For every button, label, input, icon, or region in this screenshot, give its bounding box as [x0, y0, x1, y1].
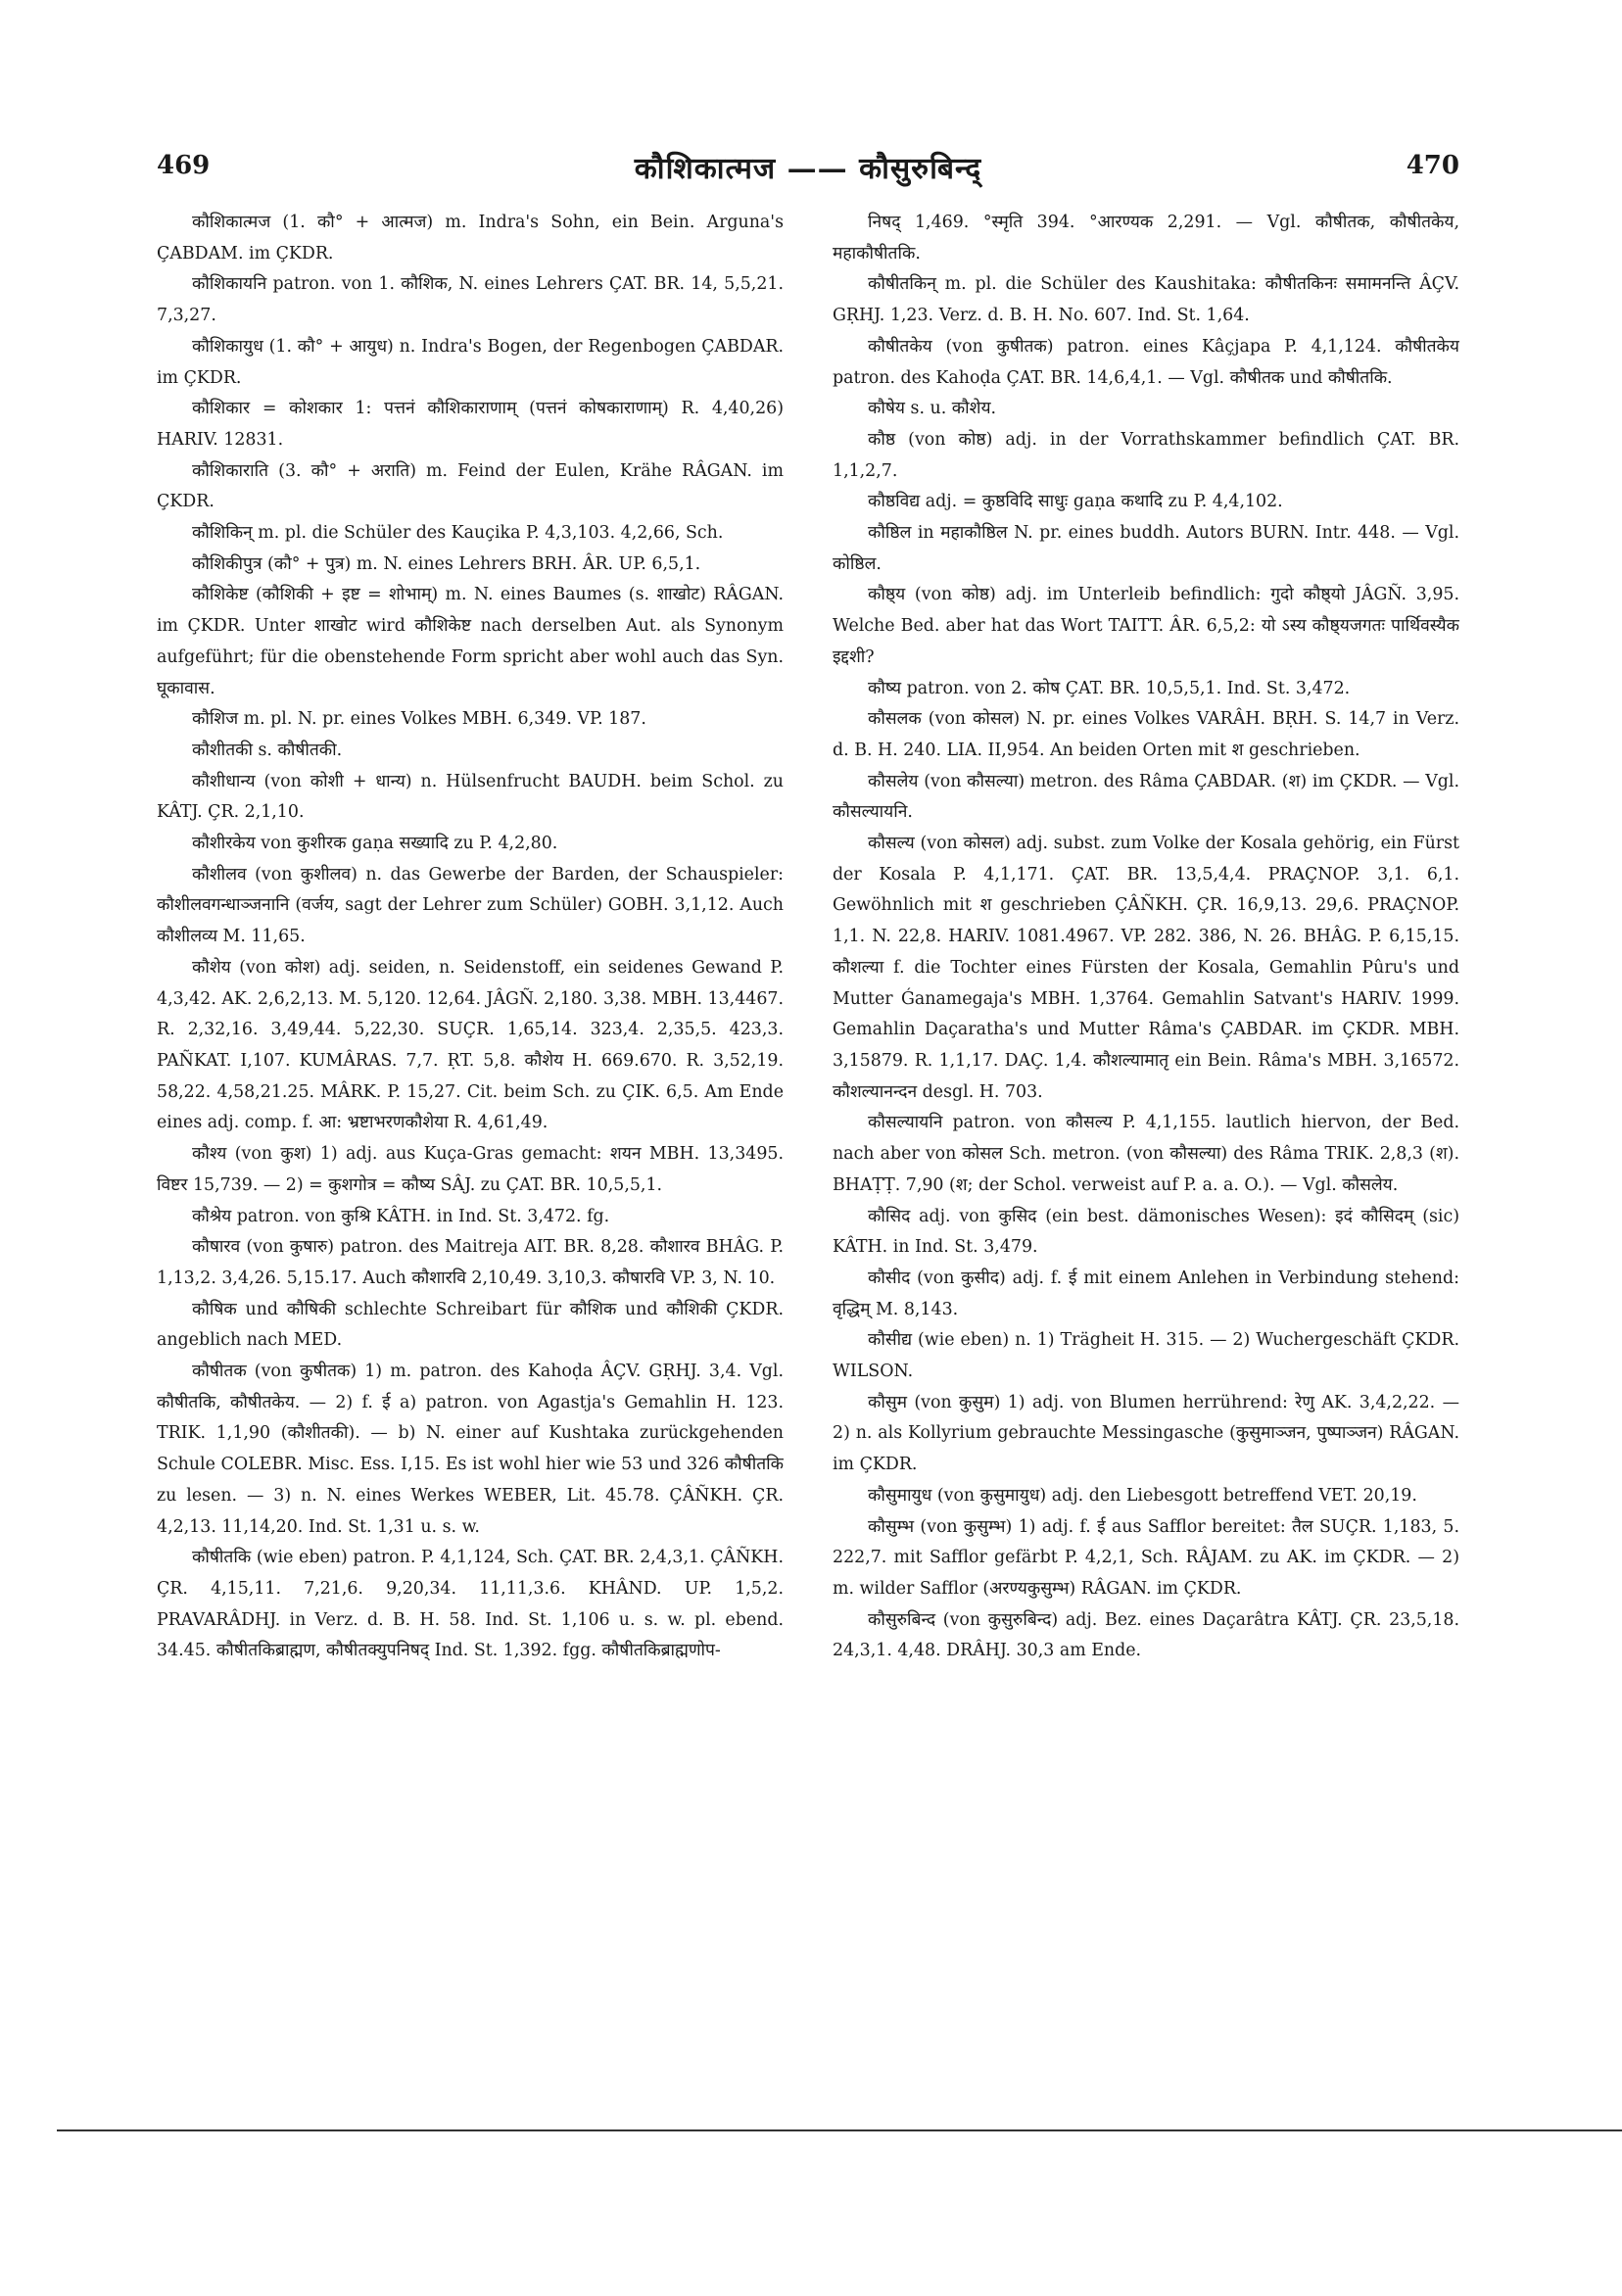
dictionary-entry: निषद् 1,469. °स्मृति 394. °आरण्यक 2,291. — Vgl. कौषीतक, कौषीतकेय, महाकौषीतकि.	[833, 213, 1459, 263]
dictionary-entry: कौशिकात्मज (1. कौ° + आत्मज) m. Indra's Sohn, ein Bein. Arguna's ÇABDAM. im ÇKDR.	[157, 213, 784, 263]
running-head: कौशिकात्मज —— कौसुरुबिन्द्	[634, 152, 982, 186]
dictionary-entry: कौसुम (von कुसुम) 1) adj. von Blumen herrührend: रेणु AK. 3,4,2,22. — 2) n. als Kollyrium gebrauchte Messingasche (कुसुमाञ्जन, पुष्पाञ्जन) RÂGAN. im ÇKDR.	[833, 1392, 1459, 1475]
dictionary-entry: कौसीद्य (wie eben) n. 1) Trägheit H. 315. — 2) Wuchergeschäft ÇKDR. WILSON.	[833, 1330, 1459, 1382]
dictionary-entry: कौशिकीपुत्र (कौ° + पुत्र) m. N. eines Lehrers BRH. ÂR. UP. 6,5,1.	[192, 553, 701, 574]
dictionary-entry: कौशीतकी s. कौषीतकी.	[192, 740, 343, 760]
dictionary-entry: कौश्य (von कुश) 1) adj. aus Kuça-Gras gemacht: शयन MBH. 13,3495. विष्टर 15,739. — 2) = कुशगोत्र = कौष्य SÂJ. zu ÇAT. BR. 10,5,5,1.	[157, 1144, 784, 1195]
dictionary-entry: कौषीतक (von कुषीतक) 1) m. patron. des Kahoḍa ÂÇV. GṚHJ. 3,4. Vgl. कौषीतकि, कौषीतकेय. — 2) f. ई a) patron. von Agastja's Gemahlin H. 123. TRIK. 1,1,90 (कौशीतकी). — b) N. einer auf Kushtaka zurückgehenden Schule COLEBR. Misc. Ess. I,15. Es ist wohl hier wie 53 und 326 कौषीतकि zu lesen. — 3) n. N. eines Werkes WEBER, Lit. 45.78. ÇÂÑKH. ÇR. 4,2,13. 11,14,20. Ind. St. 1,31 u. s. w.	[157, 1362, 784, 1537]
dictionary-entry: कौसलेय (von कौसल्या) metron. des Râma ÇABDAR. (श) im ÇKDR. — Vgl. कौसल्यायनि.	[833, 771, 1459, 823]
dictionary-entry: कौशिज m. pl. N. pr. eines Volkes MBH. 6,349. VP. 187.	[192, 709, 646, 730]
dictionary-entry: कौशीरकेय von कुशीरक gaṇa सख्यादि zu P. 4,2,80.	[192, 834, 558, 854]
dictionary-entry: कौसुरुबिन्द (von कुसुरुबिन्द) adj. Bez. eines Daçarâtra KÂTJ. ÇR. 23,5,18. 24,3,1. 4,48. DRÂHJ. 30,3 am Ende.	[833, 1609, 1459, 1661]
dictionary-entry: कौष्ठ्य (von कोष्ठ) adj. im Unterleib befindlich: गुदो कौष्ठ्यो JÂGÑ. 3,95. Welche Bed. aber hat das Wort TAITT. ÂR. 6,5,2: यो ऽस्य कौष्ठ्यजगतः पार्थिवस्यैक इद्दशी?	[833, 585, 1459, 667]
dictionary-entry: कौसुम्भ (von कुसुम्भ) 1) adj. f. ई aus Safflor bereitet: तैल SUÇR. 1,183, 5. 222,7. mit Safflor gefärbt P. 4,2,1, Sch. RÂJAM. zu AK. im ÇKDR. — 2) m. wilder Safflor (अरण्यकुसुम्भ) RÂGAN. im ÇKDR.	[833, 1516, 1459, 1599]
dictionary-entry: कौशिकेष्ट (कौशिकी + इष्ट = शोभाम्) m. N. eines Baumes (s. शाखोट) RÂGAN. im ÇKDR. Unter शाखोट wird कौशिकेष्ट nach derselben Aut. als Synonym aufgeführt; für die obenstehende Form spricht aber wohl auch das Syn. घूकावास.	[157, 585, 784, 698]
bottom-rule	[57, 2129, 1622, 2131]
dictionary-entry: कौषीतकि (wie eben) patron. P. 4,1,124, Sch. ÇAT. BR. 2,4,3,1. ÇÂÑKH. ÇR. 4,15,11. 7,21,6. 9,20,34. 11,11,3.6. KHÂND. UP. 1,5,2. PRAVARÂDHJ. in Verz. d. B. H. 58. Ind. St. 1,106 u. s. w. pl. ebend. 34.45. कौषीतकिब्राह्मण, कौषीतक्युपनिषद् Ind. St. 1,392. fgg. कौषीतकिब्राह्मणोप-	[157, 1548, 784, 1661]
dictionary-entry: कौसल्य (von कोसल) adj. subst. zum Volke der Kosala gehörig, ein Fürst der Kosala P. 4,1,171. ÇAT. BR. 13,5,4,4. PRAÇNOP. 3,1. 6,1. Gewöhnlich mit श geschrieben ÇÂÑKH. ÇR. 16,9,13. 29,6. PRAÇNOP. 1,1. N. 22,8. HARIV. 1081.4967. VP. 282. 386, N. 26. BHÂG. P. 6,15,15. कौशल्या f. die Tochter eines Fürsten der Kosala, Gemahlin Pûru's und Mutter Ǵanamegaja's MBH. 1,3764. Gemahlin Satvant's HARIV. 1999. Gemahlin Daçaratha's und Mutter Râma's ÇABDAR. im ÇKDR. MBH. 3,15879. R. 1,1,17. DAÇ. 1,4. कौशल्यामातृ ein Bein. Râma's MBH. 3,16572. कौशल्यानन्दन desgl. H. 703.	[833, 834, 1459, 1102]
dictionary-entry: कौशिकार = कोशकार 1: पत्तनं कौशिकाराणाम् (पत्तनं कोषकाराणाम्) R. 4,40,26) HARIV. 12831.	[157, 399, 784, 450]
dictionary-entry: कौशेय (von कोश) adj. seiden, n. Seidenstoff, ein seidenes Gewand P. 4,3,42. AK. 2,6,2,13. M. 5,120. 12,64. JÂGÑ. 2,180. 3,38. MBH. 13,4467. R. 2,32,16. 3,49,44. 5,22,30. SUÇR. 1,65,14. 323,4. 2,35,5. 423,3. PAÑKAT. I,107. KUMÂRAS. 7,7. ṚT. 5,8. कौशेय H. 669.670. R. 3,52,19. 58,22. 4,58,21.25. MÂRK. P. 15,27. Cit. beim Sch. zu ÇIK. 6,5. Am Ende eines adj. comp. f. आ: भ्रष्टाभरणकौशेया R. 4,61,49.	[157, 957, 784, 1133]
page-number-left: 469	[157, 151, 211, 180]
dictionary-columns	[157, 208, 1459, 2128]
dictionary-entry: कौष्ठिल in महाकौष्ठिल N. pr. eines buddh. Autors BURN. Intr. 448. — Vgl. कोष्ठिल.	[833, 523, 1459, 574]
dictionary-entry: कौष्ठविद्य adj. = कुष्ठविदि साधुः gaṇa कथादि zu P. 4,4,102.	[868, 492, 1283, 512]
dictionary-entry: कौशिकायुध (1. कौ° + आयुध) n. Indra's Bogen, der Regenbogen ÇABDAR. im ÇKDR.	[157, 336, 784, 388]
dictionary-entry: कौषीतकिन् m. pl. die Schüler des Kaushitaka: कौषीतकिनः समामनन्ति ÂÇV. GṚHJ. 1,23. Verz. d. B. H. No. 607. Ind. St. 1,64.	[833, 274, 1459, 326]
dictionary-entry: कौष्ठ (von कोष्ठ) adj. in der Vorrathskammer befindlich ÇAT. BR. 1,1,2,7.	[833, 429, 1459, 481]
dictionary-entry: कौसीद (von कुसीद) adj. f. ई mit einem Anlehen in Verbindung stehend: वृद्धिम् M. 8,143.	[833, 1268, 1459, 1319]
dictionary-entry: कौषीतकेय (von कुषीतक) patron. eines Kâçjapa P. 4,1,124. कौषीतकेय patron. des Kahoḍa ÇAT. BR. 14,6,4,1. — Vgl. कौषीतक und कौषीतकि.	[833, 336, 1459, 388]
left-column	[157, 208, 784, 1667]
dictionary-entry: कौशिकायनि patron. von 1. कौशिक, N. eines Lehrers ÇAT. BR. 14, 5,5,21. 7,3,27.	[157, 274, 784, 326]
right-column	[833, 208, 1459, 1667]
dictionary-entry: कौसुमायुध (von कुसुमायुध) adj. den Liebesgott betreffend VET. 20,19.	[868, 1485, 1417, 1506]
dictionary-entry: कौशीधान्य (von कोशी + धान्य) n. Hülsenfrucht BAUDH. beim Schol. zu KÂTJ. ÇR. 2,1,10.	[157, 771, 784, 823]
page-header	[157, 147, 1459, 192]
dictionary-entry: कौषिक und कौषिकी schlechte Schreibart für कौशिक und कौशिकी ÇKDR. angeblich nach MED.	[157, 1299, 784, 1351]
dictionary-entry: कौशिकिन् m. pl. die Schüler des Kauçika P. 4,3,103. 4,2,66, Sch.	[192, 523, 724, 544]
dictionary-entry: कौषारव (von कुषारु) patron. des Maitreja AIT. BR. 8,28. कौशारव BHÂG. P. 1,13,2. 3,4,26. 5,15.17. Auch कौशारवि 2,10,49. 3,10,3. कौषारवि VP. 3, N. 10.	[157, 1237, 784, 1288]
dictionary-entry: कौशिकाराति (3. कौ° + अराति) m. Feind der Eulen, Krähe RÂGAN. im ÇKDR.	[157, 460, 784, 512]
dictionary-entry: कौश्रेय patron. von कुश्रि KÂTH. in Ind. St. 3,472. fg.	[192, 1206, 610, 1226]
dictionary-entry: कौषेय s. u. कौशेय.	[868, 399, 997, 419]
page-number-right: 470	[1406, 151, 1459, 180]
dictionary-entry: कौसल्यायनि patron. von कौसल्य P. 4,1,155. lautlich hiervon, der Bed. nach aber von कोसल Sch. metron. (von कौसल्या) des Râma TRIK. 2,8,3 (श). BHAṬṬ. 7,90 (श; der Schol. verweist auf P. a. a. O.). — Vgl. कौसलेय.	[833, 1113, 1459, 1195]
dictionary-entry: कौसिद adj. von कुसिद (ein best. dämonisches Wesen): इदं कौसिदम् (sic) KÂTH. in Ind. St. 3,479.	[833, 1206, 1459, 1258]
dictionary-entry: कौशीलव (von कुशीलव) n. das Gewerbe der Barden, der Schauspieler: कौशीलवगन्धाञ्जनानि (वर्जय, sagt der Lehrer zum Schüler) GOBH. 3,1,12. Auch कौशीलव्य M. 11,65.	[157, 864, 784, 947]
dictionary-entry: कौष्य patron. von 2. कोष ÇAT. BR. 10,5,5,1. Ind. St. 3,472.	[868, 678, 1351, 698]
dictionary-entry: कौसलक (von कोसल) N. pr. eines Volkes VARÂH. BṚH. S. 14,7 in Verz. d. B. H. 240. LIA. II,954. An beiden Orten mit श geschrieben.	[833, 709, 1459, 760]
